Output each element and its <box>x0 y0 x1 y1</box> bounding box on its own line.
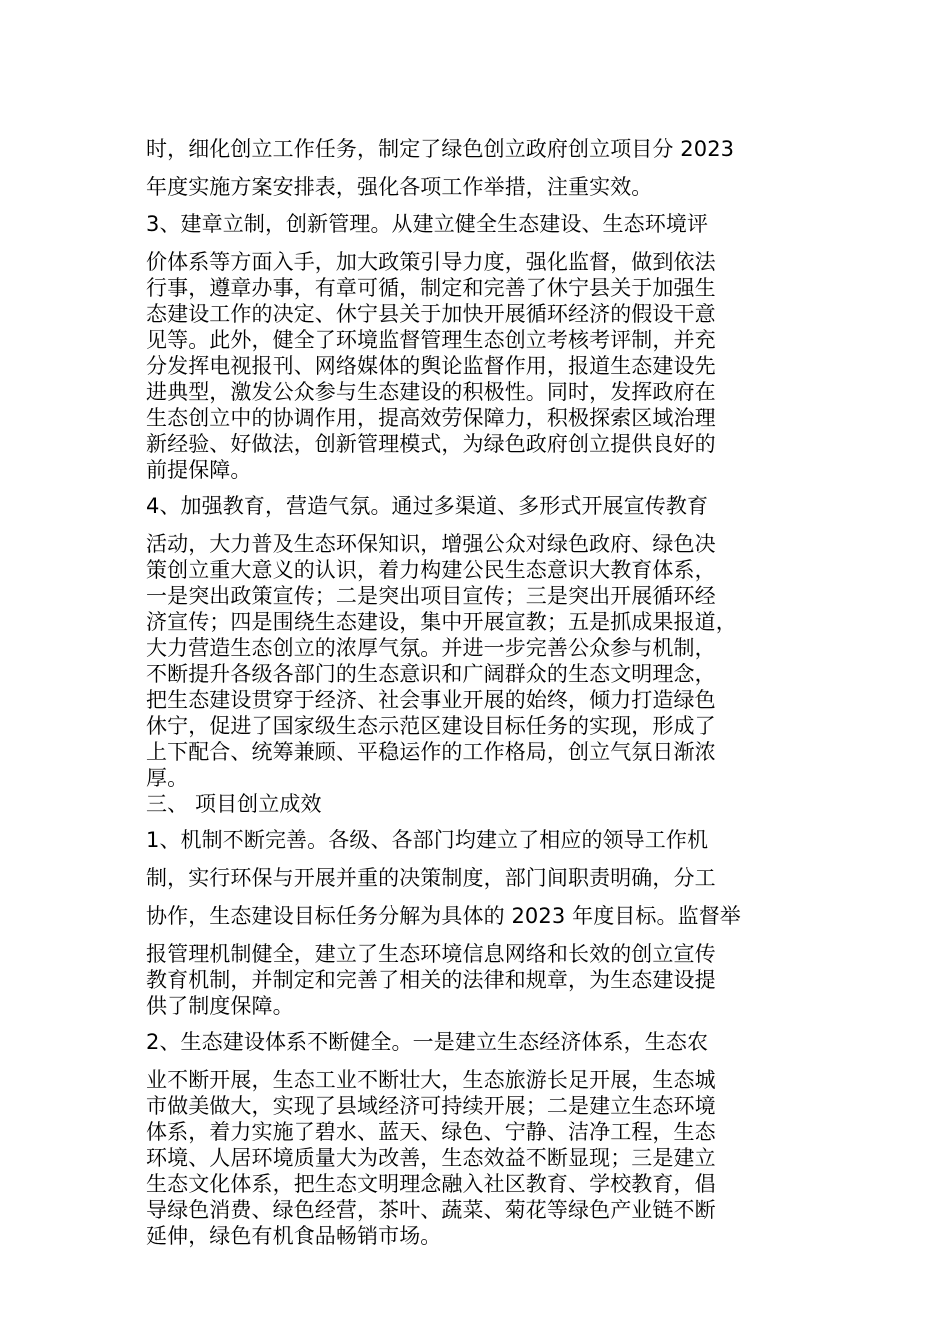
text-line: 见等。此外，健全了环境监督管理生态创立考核考评制，并充 <box>146 328 716 352</box>
text-line: 大力营造生态创立的浓厚气氛。并进一步完善公众参与机制， <box>146 636 716 660</box>
text-line: 一是突出政策宣传；二是突出项目宣传；三是突出开展循环经 <box>146 584 716 608</box>
text-line: 体系，着力实施了碧水、蓝天、绿色、宁静、洁净工程，生态 <box>146 1120 716 1144</box>
text-line: 济宣传；四是围绕生态建设，集中开展宣教；五是抓成果报道， <box>146 610 737 634</box>
text-line: 新经验、好做法，创新管理模式，为绿色政府创立提供良好的 <box>146 432 716 456</box>
text-line: 行事，遵章办事，有章可循，制定和完善了休宁县关于加强生 <box>146 276 716 300</box>
text-line: 年度实施方案安排表，强化各项工作举措，注重实效。 <box>146 175 653 199</box>
text-line: 分发挥电视报刊、网络媒体的舆论监督作用，报道生态建设先 <box>146 354 716 378</box>
text-line: 环境、人居环境质量大为改善，生态效益不断显现；三是建立 <box>146 1146 716 1170</box>
text-line: 协作，生态建设目标任务分解为具体的 2023 年度目标。监督举 <box>146 904 741 928</box>
text-line: 把生态建设贯穿于经济、社会事业开展的始终，倾力打造绿色 <box>146 688 716 712</box>
text-line: 态建设工作的决定、休宁县关于加快开展循环经济的假设干意 <box>146 302 716 326</box>
text-line: 业不断开展，生态工业不断壮大，生态旅游长足开展，生态城 <box>146 1068 716 1092</box>
text-line: 上下配合、统筹兼顾、平稳运作的工作格局，创立气氛日渐浓 <box>146 740 716 764</box>
text-line: 供了制度保障。 <box>146 994 294 1018</box>
text-line: 导绿色消费、绿色经营，茶叶、蔬菜、菊花等绿色产业链不断 <box>146 1198 716 1222</box>
text-line: 延伸，绿色有机食品畅销市场。 <box>146 1224 442 1248</box>
section-item-4: 4、加强教育，营造气氛。通过多渠道、多形式开展宣传教育 <box>146 494 709 518</box>
text-line: 生态文化体系，把生态文明理念融入社区教育、学校教育，倡 <box>146 1172 716 1196</box>
text-line: 生态创立中的协调作用，提高效劳保障力，积极探索区域治理 <box>146 406 716 430</box>
text-line: 不断提升各级各部门的生态意识和广阔群众的生态文明理念， <box>146 662 716 686</box>
text-line: 策创立重大意义的认识，着力构建公民生态意识大教育体系， <box>146 558 716 582</box>
text-line: 市做美做大，实现了县域经济可持续开展；二是建立生态环境 <box>146 1094 716 1118</box>
text-line: 休宁，促进了国家级生态示范区建设目标任务的实现，形成了 <box>146 714 716 738</box>
section-item-1: 1、机制不断完善。各级、各部门均建立了相应的领导工作机 <box>146 828 709 852</box>
text-line: 价体系等方面入手，加大政策引导力度，强化监督，做到依法 <box>146 250 716 274</box>
text-line: 活动，大力普及生态环保知识，增强公众对绿色政府、绿色决 <box>146 532 716 556</box>
text-line: 前提保障。 <box>146 458 252 482</box>
text-line: 时，细化创立工作任务，制定了绿色创立政府创立项目分 2023 <box>146 137 735 161</box>
section-item-3: 3、建章立制，创新管理。从建立健全生态建设、生态环境评 <box>146 212 709 236</box>
text-line: 教育机制，并制定和完善了相关的法律和规章，为生态建设提 <box>146 968 716 992</box>
text-line: 进典型，激发公众参与生态建设的积极性。同时，发挥政府在 <box>146 380 716 404</box>
section-heading: 三、 项目创立成效 <box>146 792 322 816</box>
text-line: 报管理机制健全，建立了生态环境信息网络和长效的创立宣传 <box>146 942 716 966</box>
section-item-2: 2、生态建设体系不断健全。一是建立生态经济体系，生态农 <box>146 1030 709 1054</box>
text-line: 厚。 <box>146 766 189 790</box>
text-line: 制，实行环保与开展并重的决策制度，部门间职责明确，分工 <box>146 866 716 890</box>
